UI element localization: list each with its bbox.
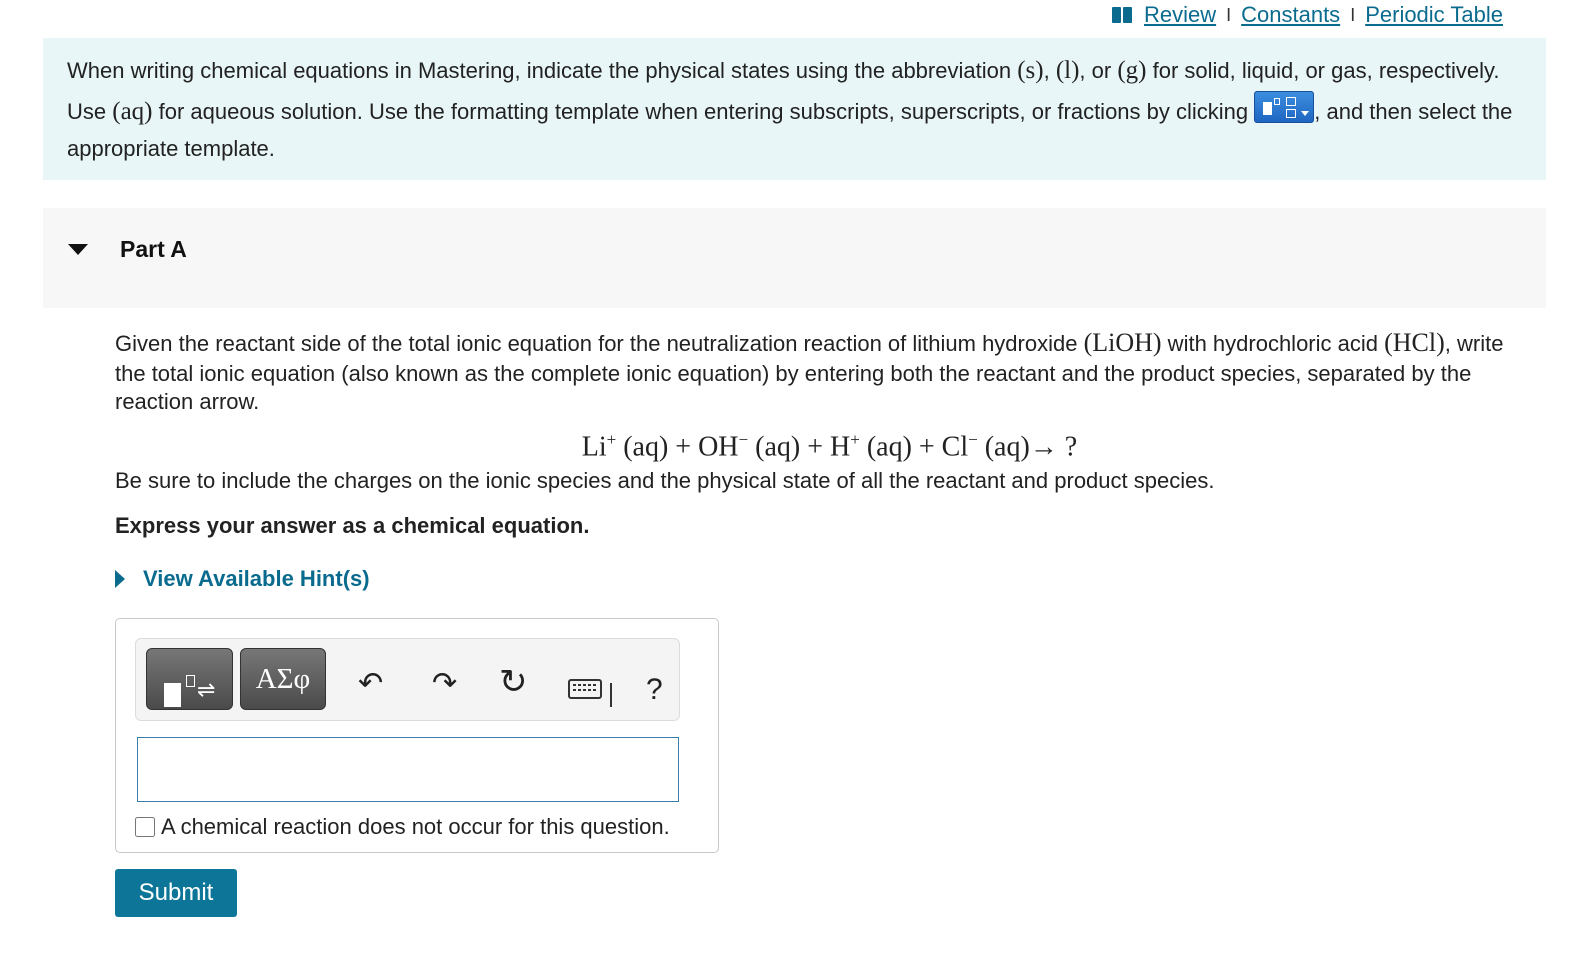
template-block-icon: [164, 683, 181, 707]
banner-text: for aqueous solution. Use the formatting template when entering subscripts, superscripts, or fractions by clicking: [152, 98, 1255, 124]
equation-part: (aq)→ ?: [977, 431, 1078, 463]
banner-text: , and then select the appropriate template.: [67, 98, 1513, 161]
question-text-part: , write the total ionic equation (also known as the complete ionic equation) by entering both the reactant and the product species, separated by the reaction arrow.: [115, 331, 1504, 415]
state-gas: (g): [1117, 57, 1147, 84]
no-reaction-label: A chemical reaction does not occur for this question.: [161, 814, 670, 839]
question-text: [115, 326, 1535, 417]
question-text-part: Given the reactant side of the total ionic equation for the neutralization reaction of lithium hydroxide: [115, 331, 1084, 356]
review-link[interactable]: Review: [1143, 2, 1217, 27]
part-title: Part A: [120, 235, 187, 262]
equation-part: (aq) + H: [748, 431, 851, 463]
answer-box: [115, 618, 719, 853]
banner-text: for solid, liquid, or gas, respectively. Use: [67, 58, 1500, 124]
keyboard-icon[interactable]: [568, 679, 602, 699]
undo-icon[interactable]: ↶: [358, 667, 384, 700]
redo-icon[interactable]: ↷: [432, 667, 458, 700]
answer-input[interactable]: [137, 737, 679, 802]
equation-part: (aq) + OH: [616, 431, 739, 463]
top-links: [1112, 2, 1503, 28]
expand-caret-icon: [115, 570, 125, 588]
state-solid: (s): [1017, 57, 1044, 84]
lioh-formula: (LiOH): [1083, 328, 1162, 357]
charges-note: Be sure to include the charges on the ionic species and the physical state of all the reactant and product species.: [115, 468, 1215, 493]
express-instruction: Express your answer as a chemical equation.: [115, 513, 590, 538]
book-icon: [1112, 7, 1132, 23]
instruction-banner: [43, 38, 1546, 180]
equation-toolbar: [135, 638, 680, 721]
template-superscript-icon: [186, 675, 195, 687]
reactant-equation: [0, 430, 1589, 463]
collapse-caret-icon[interactable]: [68, 244, 88, 255]
submit-button[interactable]: Submit: [115, 869, 237, 917]
charge: −: [968, 430, 978, 449]
part-a-header[interactable]: [43, 208, 1546, 308]
question-text-part: with hydrochloric acid: [1161, 331, 1385, 356]
keyboard-shortcut-indicator: [610, 683, 612, 707]
help-icon[interactable]: ?: [646, 673, 663, 706]
charge: +: [606, 430, 617, 449]
charge: +: [850, 430, 860, 449]
charge: −: [738, 430, 749, 449]
banner-text: , or: [1079, 58, 1118, 83]
banner-text: ,: [1043, 58, 1056, 83]
symbols-button[interactable]: ΑΣφ: [240, 648, 326, 710]
hcl-formula: (HCl): [1384, 328, 1445, 357]
reset-icon[interactable]: ↻: [499, 663, 528, 701]
state-liquid: (l): [1055, 57, 1080, 84]
link-separator: I: [1350, 4, 1356, 25]
equilibrium-arrows-icon: ⇌: [197, 677, 216, 702]
constants-link[interactable]: Constants: [1241, 2, 1341, 27]
link-separator: I: [1226, 4, 1232, 25]
equation-part: Li: [581, 431, 607, 463]
equation-part: (aq) + Cl: [859, 431, 969, 463]
no-reaction-checkbox[interactable]: [135, 817, 155, 837]
hints-label: View Available Hint(s): [143, 566, 370, 591]
banner-text: When writing chemical equations in Mastering, indicate the physical states using the abbreviation: [67, 58, 1018, 83]
view-hints-toggle[interactable]: [115, 566, 370, 592]
templates-button[interactable]: [146, 648, 233, 710]
templates-icon: [1254, 91, 1314, 123]
periodic-table-link[interactable]: Periodic Table: [1365, 2, 1503, 27]
no-reaction-option[interactable]: [135, 814, 670, 840]
state-aqueous: (aq): [112, 97, 153, 125]
